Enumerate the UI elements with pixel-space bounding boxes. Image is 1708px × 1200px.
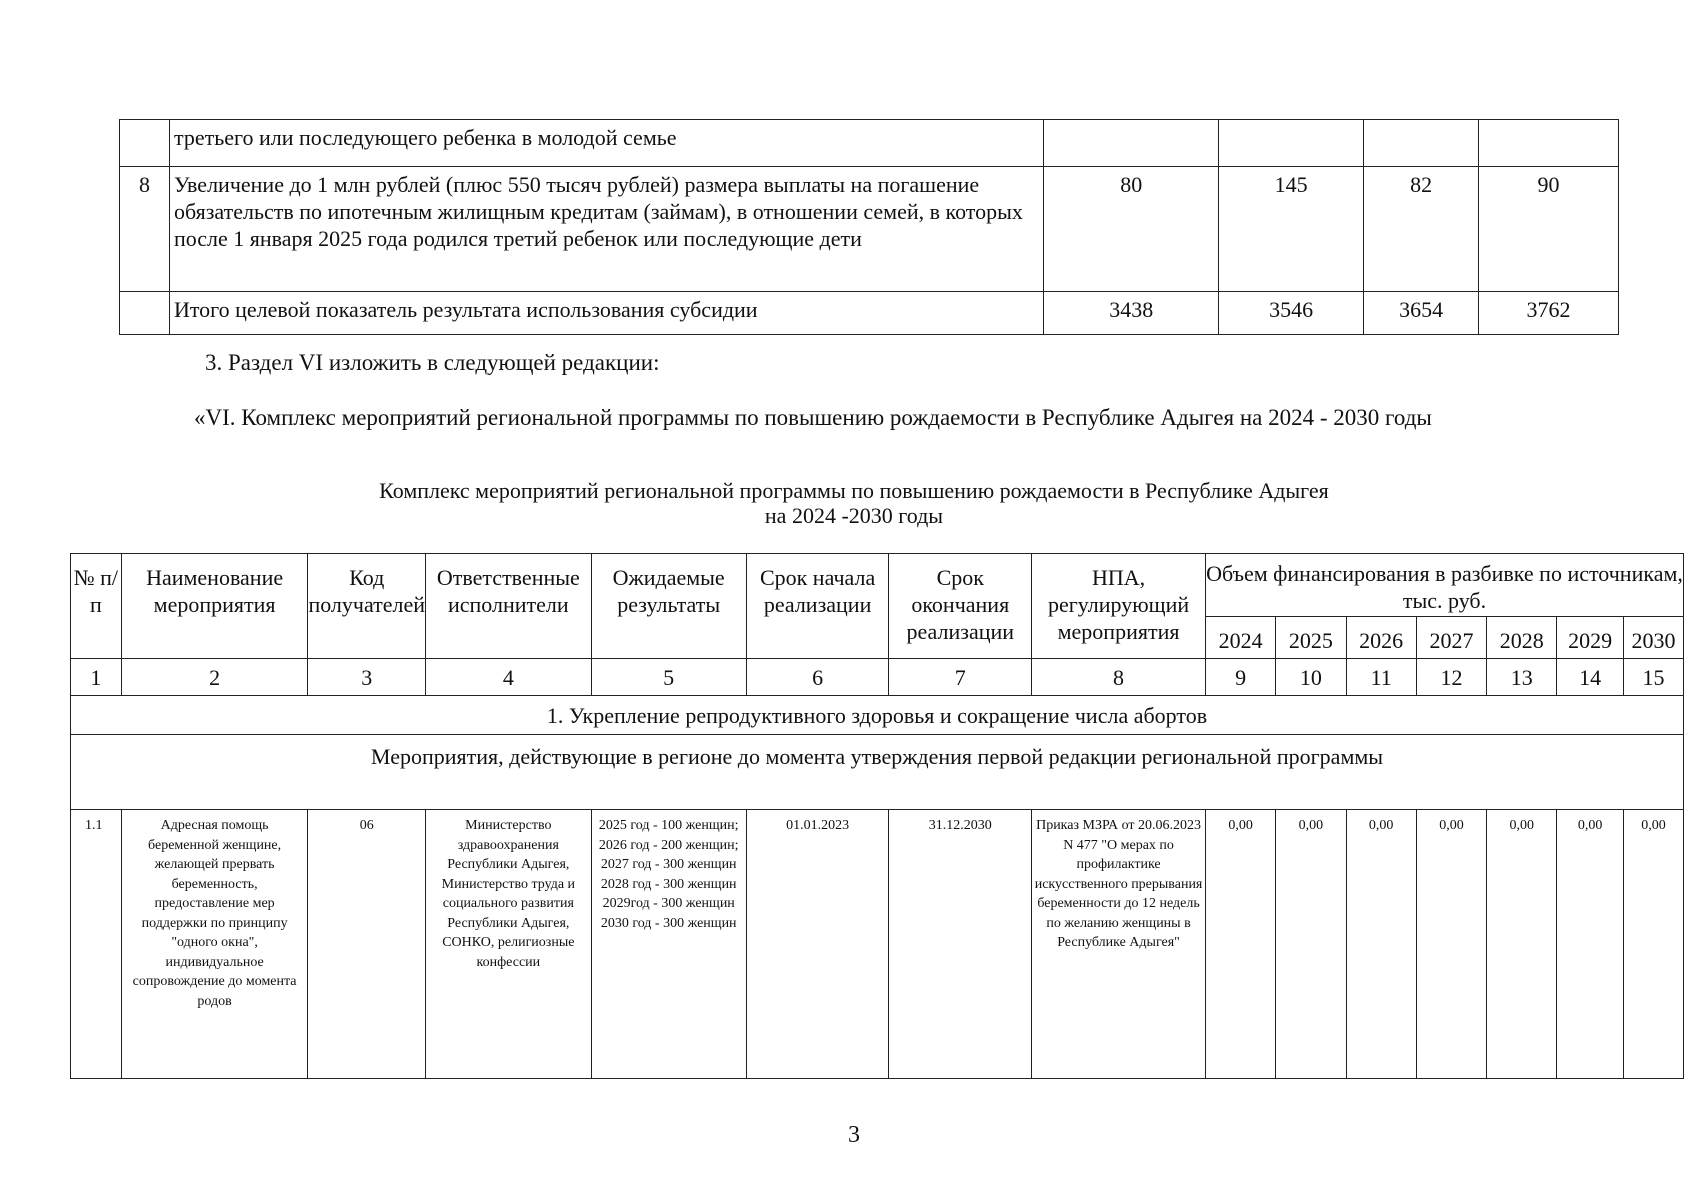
end-date: 31.12.2030 (889, 810, 1032, 1079)
header-row (71, 554, 1684, 617)
header-financing: Объем финансирования в разбивке по источникам, тыс. руб. (1205, 554, 1683, 617)
measures-table (70, 553, 1684, 1079)
value-cell: 80 (1044, 167, 1219, 292)
column-number: 6 (746, 659, 889, 696)
column-number: 4 (426, 659, 592, 696)
column-number: 5 (591, 659, 746, 696)
header-start: Срок начала реализации (746, 554, 889, 659)
row-number (120, 292, 170, 335)
column-number: 1 (71, 659, 122, 696)
value-cell (1044, 120, 1219, 167)
value-cell (1364, 120, 1479, 167)
value-cell: 82 (1364, 167, 1479, 292)
expected-results: 2025 год - 100 женщин; 2026 год - 200 женщин; 2027 год - 300 женщин 2028 год - 300 женщин 2029год - 300 женщин 2030 год - 300 женщин (591, 810, 746, 1079)
section-title: 1. Укрепление репродуктивного здоровья и сокращение числа абортов (71, 696, 1684, 735)
column-number: 14 (1557, 659, 1624, 696)
row-text: третьего или последующего ребенка в молодой семье (169, 120, 1043, 167)
header-year: 2028 (1487, 617, 1557, 659)
header-year: 2024 (1205, 617, 1275, 659)
table-row (120, 120, 1619, 167)
header-end: Срок окончания реализации (889, 554, 1032, 659)
table-row (120, 167, 1619, 292)
row-number: 1.1 (71, 810, 122, 1079)
column-number: 10 (1276, 659, 1346, 696)
value-cell (1479, 120, 1619, 167)
header-year: 2030 (1623, 617, 1683, 659)
column-number: 3 (308, 659, 426, 696)
header-year: 2025 (1276, 617, 1346, 659)
column-number: 7 (889, 659, 1032, 696)
column-number: 2 (121, 659, 308, 696)
table-caption-line2: на 2024 -2030 годы (764, 503, 944, 528)
column-number: 12 (1416, 659, 1486, 696)
column-number: 13 (1487, 659, 1557, 696)
page-number: 3 (848, 1122, 860, 1148)
row-number: 8 (120, 167, 170, 292)
targets-table (119, 119, 1619, 335)
value-cell (1219, 120, 1364, 167)
header-year: 2027 (1416, 617, 1486, 659)
funding-cell: 0,00 (1416, 810, 1486, 1079)
header-name: Наименование мероприятия (121, 554, 308, 659)
funding-cell: 0,00 (1487, 810, 1557, 1079)
row-text: Итого целевой показатель результата использования субсидии (169, 292, 1043, 335)
responsible-executors: Министерство здравоохранения Республики Адыгея, Министерство труда и социального развития Республики Адыгея, СОНКО, религиозные конфессии (426, 810, 592, 1079)
header-number: № п/п (71, 554, 122, 659)
row-text: Увеличение до 1 млн рублей (плюс 550 тысяч рублей) размера выплаты на погашение обязательств по ипотечным жилищным кредитам (займам), в отношении семей, в которых после 1 января 2025 года родился третий ребенок или последующие дети (169, 167, 1043, 292)
column-number: 9 (1205, 659, 1275, 696)
table-caption-line1: Комплекс мероприятий региональной программы по повышению рождаемости в Республике Адыгея (379, 478, 1329, 503)
table-row-total (120, 292, 1619, 335)
funding-cell: 0,00 (1205, 810, 1275, 1079)
value-cell: 145 (1219, 167, 1364, 292)
subsection-title: Мероприятия, действующие в регионе до момента утверждения первой редакции региональной программы (71, 735, 1684, 810)
header-year: 2029 (1557, 617, 1624, 659)
recipient-code: 06 (308, 810, 426, 1079)
regulatory-act: Приказ МЗРА от 20.06.2023 N 477 "О мерах по профилактике искусственного прерывания беременности до 12 недель по желанию женщины в Республике Адыгея" (1032, 810, 1206, 1079)
funding-cell: 0,00 (1623, 810, 1683, 1079)
header-npa: НПА, регулирующий мероприятия (1032, 554, 1206, 659)
value-cell: 90 (1479, 167, 1619, 292)
subsection-row (71, 735, 1684, 810)
amendment-paragraph: 3. Раздел VI изложить в следующей редакции: (205, 350, 660, 375)
funding-cell: 0,00 (1346, 810, 1416, 1079)
section-row (71, 696, 1684, 735)
value-cell: 3654 (1364, 292, 1479, 335)
header-responsible: Ответственные исполнители (426, 554, 592, 659)
header-code: Код получателей (308, 554, 426, 659)
column-number: 8 (1032, 659, 1206, 696)
row-number (120, 120, 170, 167)
value-cell: 3762 (1479, 292, 1619, 335)
column-number: 15 (1623, 659, 1683, 696)
value-cell: 3438 (1044, 292, 1219, 335)
header-year: 2026 (1346, 617, 1416, 659)
column-number: 11 (1346, 659, 1416, 696)
measure-name: Адресная помощь беременной женщине, желающей прервать беременность, предоставление мер поддержки по принципу "одного окна", индивидуальное сопровождение до момента родов (121, 810, 308, 1079)
funding-cell: 0,00 (1557, 810, 1624, 1079)
funding-cell: 0,00 (1276, 810, 1346, 1079)
section-heading: «VI. Комплекс мероприятий региональной программы по повышению рождаемости в Республике Адыгея на 2024 - 2030 годы (194, 405, 1432, 430)
header-results: Ожидаемые результаты (591, 554, 746, 659)
column-number-row (71, 659, 1684, 696)
value-cell: 3546 (1219, 292, 1364, 335)
table-row (71, 810, 1684, 1079)
start-date: 01.01.2023 (746, 810, 889, 1079)
